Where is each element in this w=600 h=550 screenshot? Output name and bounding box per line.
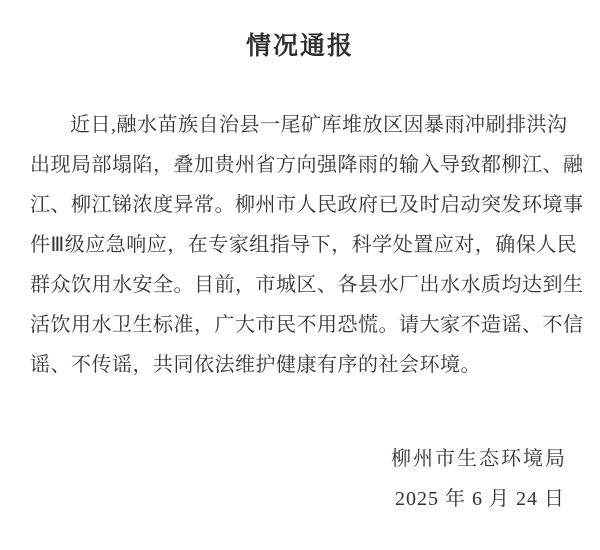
notice-body-line: 江、柳江锑浓度异常。柳州市人民政府已及时启动突发环境事	[30, 194, 584, 216]
notice-body-line: 近日,融水苗族自治县一尾矿库堆放区因暴雨冲刷排洪沟	[70, 114, 568, 136]
issuer-signature: 柳州市生态环境局	[391, 448, 567, 470]
notice-title: 情况通报	[245, 33, 354, 60]
notice-body-line: 活饮用水卫生标准，广大市民不用恐慌。请大家不造谣、不信	[30, 314, 584, 336]
issue-date: 2025 年 6 月 24 日	[395, 488, 565, 510]
notice-body	[30, 105, 584, 385]
notice-body-line: 群众饮用水安全。目前，市城区、各县水厂出水水质均达到生	[30, 274, 584, 296]
notice-body-line: 出现局部塌陷，叠加贵州省方向强降雨的输入导致都柳江、融	[30, 154, 584, 176]
notice-body-line: 谣、不传谣，共同依法维护健康有序的社会环境。	[30, 354, 481, 376]
notice-body-line: 件Ⅲ级应急响应，在专家组指导下，科学处置应对，确保人民	[30, 234, 578, 256]
